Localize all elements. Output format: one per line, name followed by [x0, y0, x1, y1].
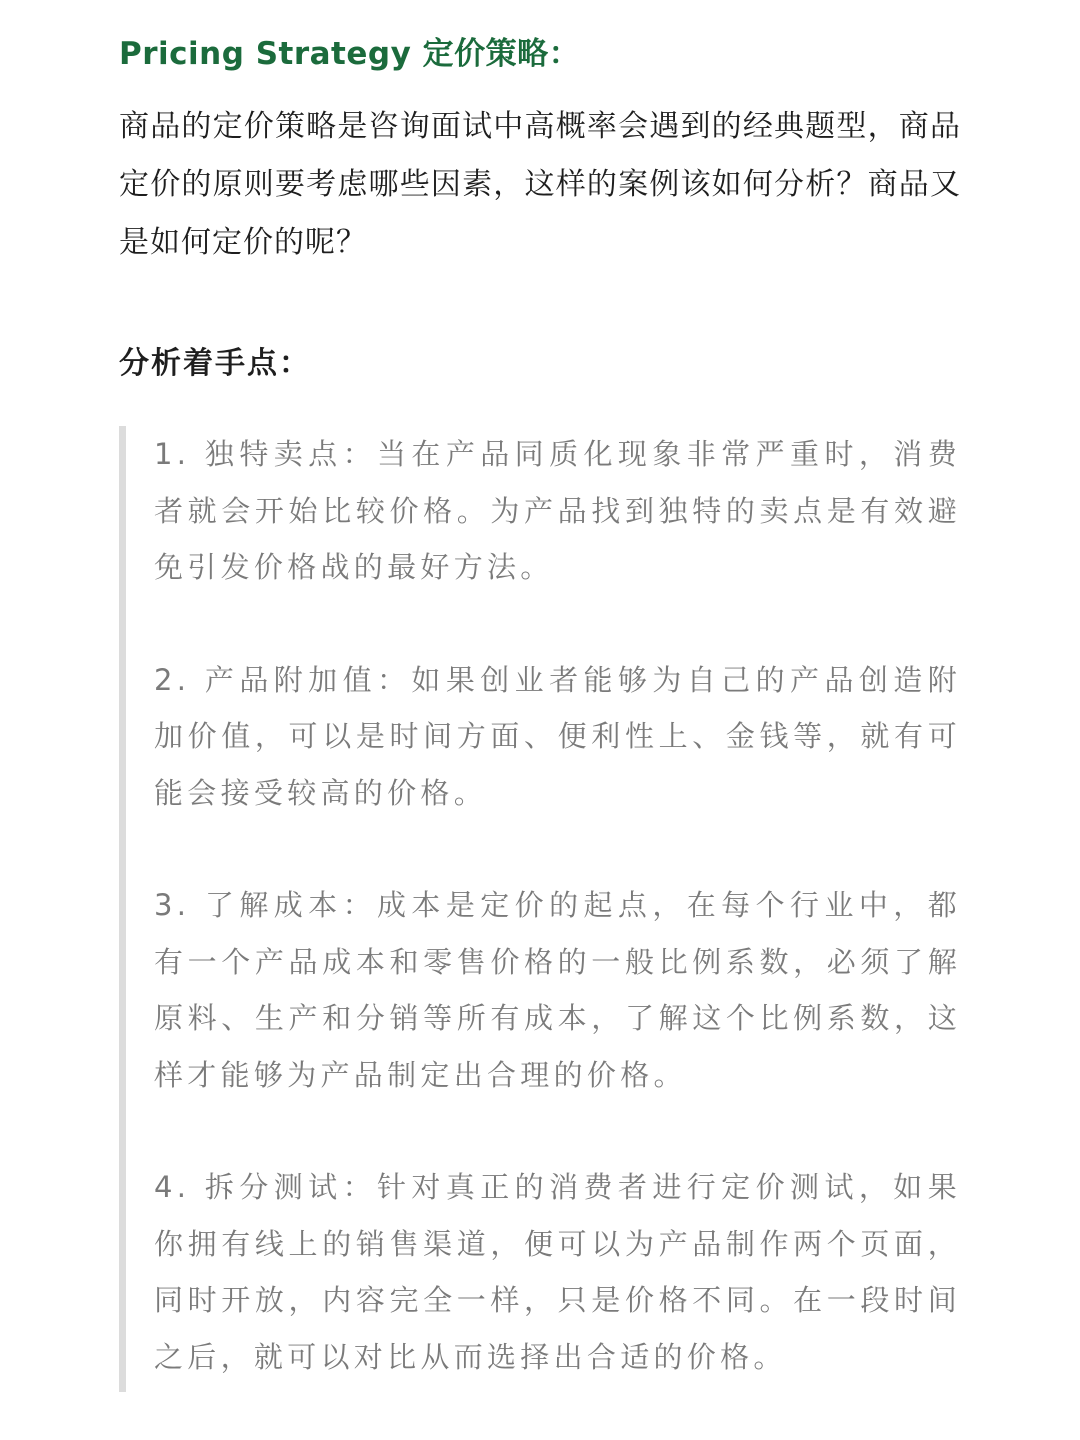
section-title: Pricing Strategy 定价策略：	[119, 36, 581, 72]
analysis-heading: 分析着手点：	[119, 346, 311, 381]
analysis-points-quote	[119, 426, 961, 1392]
analysis-point-added-value: 2. 产品附加值：如果创业者能够为自己的产品创造附加价值，可以是时间方面、便利性上、金钱等，就有可能会接受较高的价格。	[154, 662, 961, 810]
analysis-point-split-testing: 4. 拆分测试：针对真正的消费者进行定价测试，如果你拥有线上的销售渠道，便可以为产品制作两个页面，同时开放，内容完全一样，只是价格不同。在一段时间之后，就可以对比从而选择出合适的价格。	[154, 1170, 961, 1374]
analysis-point-know-costs: 3. 了解成本：成本是定价的起点，在每个行业中，都有一个产品成本和零售价格的一般比例系数，必须了解原料、生产和分销等所有成本，了解这个比例系数，这样才能够为产品制定出合理的价格。	[154, 888, 961, 1092]
analysis-point-unique-selling: 1. 独特卖点：当在产品同质化现象非常严重时，消费者就会开始比较价格。为产品找到独特的卖点是有效避免引发价格战的最好方法。	[154, 437, 961, 584]
intro-paragraph: 商品的定价策略是咨询面试中高概率会遇到的经典题型，商品定价的原则要考虑哪些因素，这样的案例该如何分析？商品又是如何定价的呢？	[119, 109, 961, 260]
article-content	[119, 30, 961, 1392]
